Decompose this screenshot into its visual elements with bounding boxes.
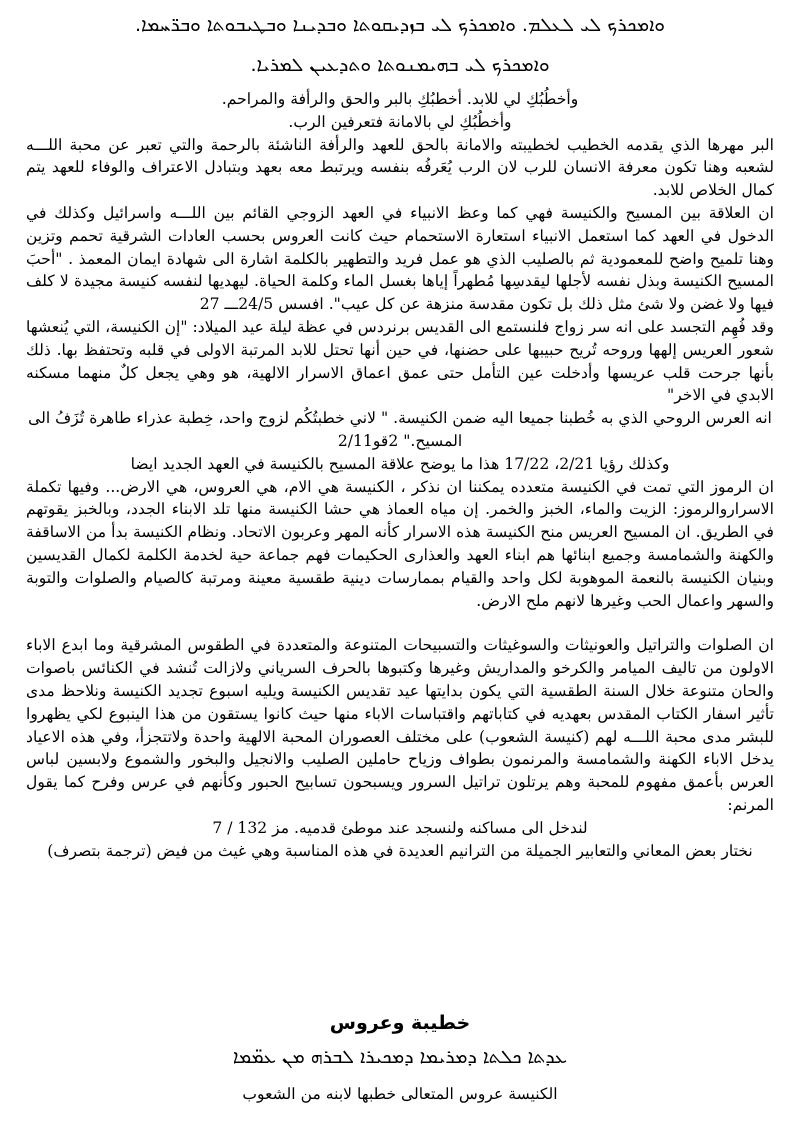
paragraph: نختار بعض المعاني والتعابير الجميلة من الترانيم العديدة في هذه المناسبة وهي غيث من فيض (ترجمة بتصرف) (47, 841, 753, 860)
syriac-verse-line-2: ܘܐܡܟܪܟ ܠܝ ܒܗܝܡܢܘܬܐ ܘܬܕܥܝܢ ܠܡܪܝܐ. (250, 54, 550, 76)
syriac-verse-line-1: ܘܐܡܟܪܟ ܠܝ ܠܥܠܡ. ܘܐܡܟܪܟ ܠܝ ܒܙܕܝܩܘܬܐ ܘܒܕܝܢܐ ܘܒܛܝܒܘܬܐ ܘܒܪ̈ܚܡܐ. (134, 14, 666, 36)
paragraph: ان العلاقة بين المسيح والكنيسة فهي كما وعظ الانبياء في العهد الزوجي القائم بين اللـــه واسرائيل وكذلك في الدخول في العهد كما استعمل الانبياء استعارة الاستحمام حيث كانت العروس بحسب العادات الشرقية تحمم وتزين وهنا تلميح واضح للمعمودية ثم بالصليب الذي هو عمل فريد والتطهير بالكلمة اشارة الى شهادة ايمان المعمذ . "أحبَ المسيح الكنيسة وبذل نفسه لأجلها ليقدسِها مُطهراً إياها بغسل الماء وكلمة الحياة. ليهديها لنفسه كنيسة مجيدة لا كلف فيها ولا غضن ولا شئ مثل ذلك بل تكون مقدسة منزهة عن كل عيب". افسس 24/5ـــ 27 (26, 203, 774, 314)
syriac-hymn-line: ܥܕܬܐ ܟܠܬܐ ܕܡܪܝܡܐ ܕܡܟܝܪܐ ܠܒܪܗ ܡܢ ܥܡ̈ܡܐ (232, 1046, 568, 1068)
paragraph: البر مهرها الذي يقدمه الخطيب لخطيبته والامانة بالحق للعهد والرأفة الناشئة بالرحمة والتي تعبر عن محبة اللـــه لشعبه وهنا تكون معرفة الانسان للرب لان الرب يُعَرفُه بنفسه ويرتبط معه بعهد وبتبادل الاعتراف والوفاء للعهد يتم كمال الخلاص للابد. (26, 135, 774, 200)
article-body (26, 88, 774, 862)
paragraph: انه العرس الروحي الذي به خُطبنا جميعا اليه ضمن الكنيسة. " لاني خطبتُكُم لزوج واحد، خِطبة عذراء طاهرة تُزَفُ الى المسيح." 2قو2/11 (28, 409, 772, 450)
paragraph: وأخطُبُكِ لي للابد. أخطبُكِ بالبر والحق والرأفة والمراحم. (221, 90, 579, 108)
paragraph: وأخطُبُكِ لي بالامانة فتعرفين الرب. (288, 112, 512, 131)
paragraph: لندخل الى مساكنه ولنسجد عند موطئ قدميه. مز 132 / 7 (212, 818, 588, 837)
paragraph: ان الرموز التي تمت في الكنيسة متعدده يمكننا ان نذكر ، الكنيسة هي الام، هي العروس، هي الارض... وفيها تكملة الاسراروالرموز: الزيت والماء، الخبز والخمر. إن مياه العماذ هي حشا الكنيسة منها تلد الابناء الجدد، وبالخبز يقوتهم في الطريق. ان المسيح العريس منح الكنيسة هذه الاسرار كأنه المهر وعربون الاتحاد. ونظام الكنيسة بدأ من الاساقفة والكهنة والشمامسة وجميع ابنائها هم ابناء العهد والعذارى الحكيمات فهم جماعة حية لخدمة الكلمة لكمال القديسين وبنيان الكنيسة بالنعمة الموهوبة لكل واحد والقيام بممارسات دينية طقسية معينة ومرتبة كالصيام والصلوات والتوبة والسهر واعمال الحب وغيرها لانهم ملح الارض. (26, 477, 774, 610)
paragraph: وكذلك رؤيا 2/21، 17/22 هذا ما يوضح علاقة المسيح بالكنيسة في العهد الجديد ايضا (130, 454, 670, 473)
paragraph-spacer (26, 612, 774, 634)
hymn-translation: الكنيسة عروس المتعالى خطبها لابنه من الشعوب (242, 1085, 558, 1103)
paragraph: ان الصلوات والتراتيل والعونيثات والسوغيثات والتسبيحات المتنوعة والمتعددة في الطقوس المشرقية وما ابدع الاباء الاولون من تاليف الميامر والكرخو والمداريش وغيرها وكتبوها بالحرف السرياني ولازالت تُنشد في الكنائس باصوات والحان متنوعة خلال السنة الطقسية التي يكون بدايتها عيد تقديس الكنيسة ويليه اسبوع تجديد الكنيسة ونلاحظ مدى تأثير اسفار الكتاب المقدس بعهديه في كتاباتهم واقتباسات الاباء منها حيث كانوا يستقون من هذا الينبوع لكي يظهروا للبشر مدى محبة اللـــه لهم (كنيسة الشعوب) على مختلف العصوران المحبة الالهية واحدة ولاتتجزأ، وفي هذه الاعياد يدخل الاباء الكهنة والشمامسة والمرنمون بطواف وزياح حاملين الصليب والانجيل والبخور والشموع ولابسين لباس العرس بأعمق مفهوم للمحبة وهم يرتلون تراتيل السرور ويسبحون تسابيح الحبور وكأنهم في عرس وفرح كما يقول المرنم: (26, 636, 774, 814)
paragraph: وقد فُهِم التجسد على انه سر زواج فلنستمع الى القديس برنردس في عظة ليلة عيد الميلاد: "إن الكنيسة، التي يُنعشها شعور العريس إلهها وروحه تُريح حبيبها على حضنها، في حين أنها تحتل للابد المرتبة الاولى في قلبه وتحتفظ بها. ذلك بأنها جرحت قلب عريسها وأدخلت عين التأمل حتى عمق اعماق الاسرار الالهية، هو وهي يجعل كلٌ منهما مسكنه الابدي في الاخر" (26, 317, 774, 405)
section-title: خطيبة وعروس (329, 1012, 471, 1034)
